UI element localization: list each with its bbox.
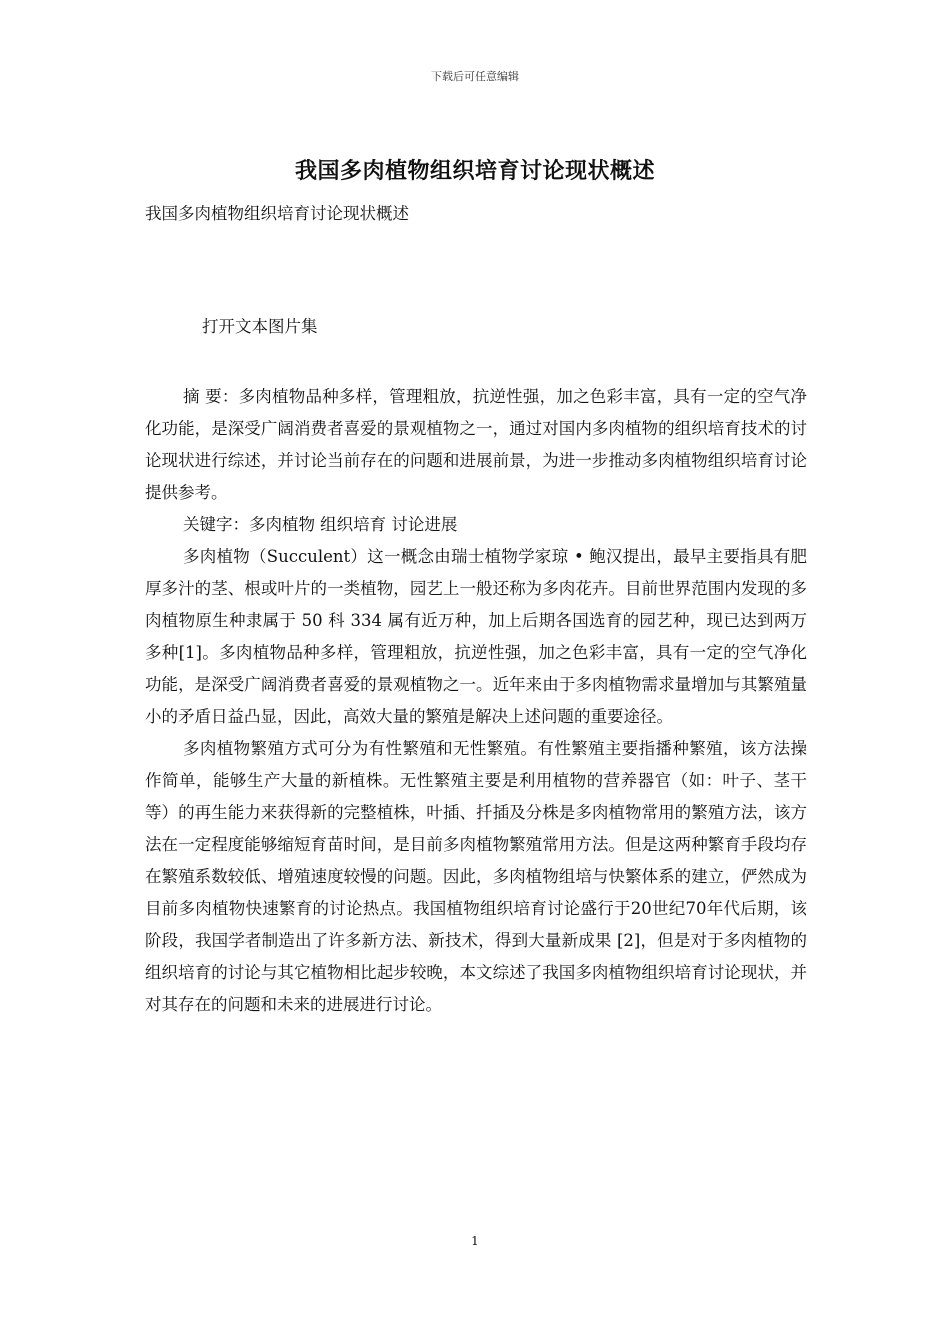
intro-paragraph: 多肉植物（Succulent）这一概念由瑞士植物学家琼 • 鲍汉提出，最早主要指具有肥厚多汁的茎、根或叶片的一类植物，园艺上一般还称为多肉花卉。目前世界范围内发现的多肉植物原生种隶属于 50 科 334 属有近万种，加上后期各国选育的园艺种，现已达到两万多种[1]。多肉植物品种多样，管理粗放，抗逆性强，加之色彩丰富，具有一定的空气净化功能，是深受广阔消费者喜爱的景观植物之一。近年来由于多肉植物需求量增加与其繁殖量小的矛盾日益凸显，因此，高效大量的繁殖是解决上述问题的重要途径。 (145, 547, 807, 726)
keywords-paragraph: 关键字：多肉植物 组织培育 讨论进展 (182, 515, 458, 534)
abstract-paragraph: 摘 要：多肉植物品种多样，管理粗放，抗逆性强，加之色彩丰富，具有一定的空气净化功能，是深受广阔消费者喜爱的景观植物之一，通过对国内多肉植物的组织培育技术的讨论现状进行综述，并讨论当前存在的问题和进展前景，为进一步推动多肉植物组织培育讨论提供参考。 (145, 387, 807, 502)
document-title: 我国多肉植物组织培育讨论现状概述 (294, 158, 655, 184)
propagation-paragraph: 多肉植物繁殖方式可分为有性繁殖和无性繁殖。有性繁殖主要指播种繁殖，该方法操作简单，能够生产大量的新植株。无性繁殖主要是利用植物的营养器官（如：叶子、茎干等）的再生能力来获得新的完整植株，叶插、扦插及分株是多肉植物常用的繁殖方法，该方法在一定程度能够缩短育苗时间，是目前多肉植物繁殖常用方法。但是这两种繁育手段均存在繁殖系数较低、增殖速度较慢的问题。因此，多肉植物组培与快繁体系的建立，俨然成为目前多肉植物快速繁育的讨论热点。我国植物组织培育讨论盛行于20世纪70年代后期，该阶段，我国学者制造出了许多新方法、新技术，得到大量新成果 [2]，但是对于多肉植物的组织培育的讨论与其它植物相比起步较晚，本文综述了我国多肉植物组织培育讨论现状，并对其存在的问题和未来的进展进行讨论。 (145, 739, 807, 1014)
open-image-gallery-link[interactable]: 打开文本图片集 (202, 317, 318, 336)
document-subtitle: 我国多肉植物组织培育讨论现状概述 (145, 204, 409, 223)
page-number: 1 (471, 1234, 479, 1248)
header-note: 下载后可任意编辑 (431, 70, 519, 83)
document-body (145, 381, 807, 1021)
